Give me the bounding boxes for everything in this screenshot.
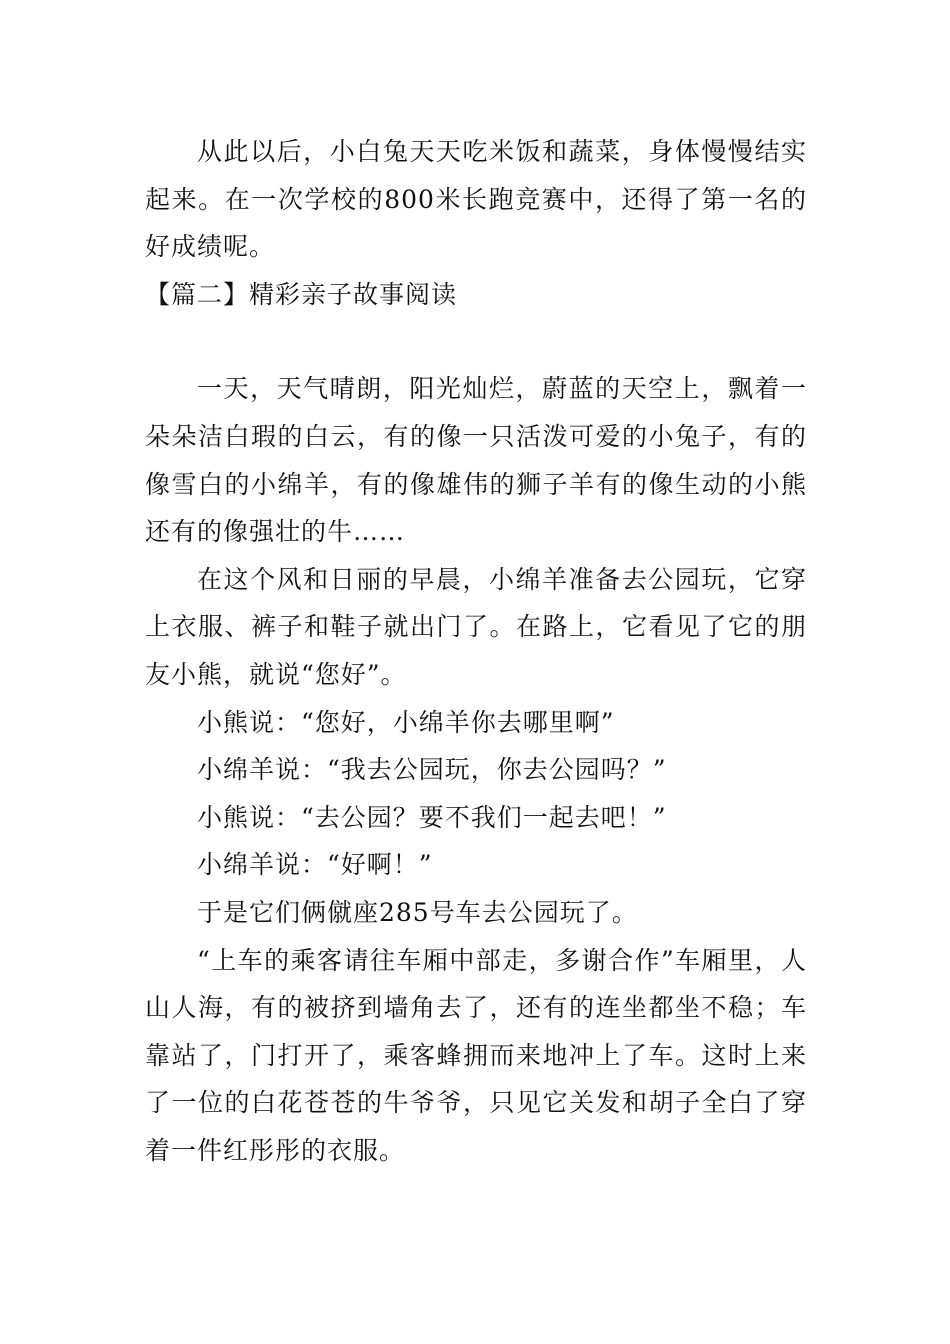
paragraph-intro: 从此以后，小白兔天天吃米饭和蔬菜，身体慢慢结实起来。在一次学校的800米长跑竞赛中，还得了第一名的好成绩呢。 [145, 137, 807, 262]
paragraph: 小熊说：“您好，小绵羊你去哪里啊” [197, 707, 615, 737]
paragraph: “上车的乘客请往车厢中部走，多谢合作”车厢里，人山人海，有的被挤到墙角去了，还有的连坐都坐不稳；车靠站了，门打开了，乘客蜂拥而来地冲上了车。这时上来了一位的白花苍苍的牛爷爷，只见它关发和胡子全白了穿着一件红彤彤的衣服。 [145, 945, 807, 1165]
paragraph: 于是它们俩僦座285号车去公园玩了。 [197, 897, 638, 927]
paragraph: 小熊说：“去公园？要不我们一起去吧！” [197, 802, 667, 832]
paragraph: 小绵羊说：“好啊！” [197, 850, 433, 880]
section-heading: 【篇二】精彩亲子故事阅读 [145, 279, 458, 309]
paragraph: 在这个风和日丽的早晨，小绵羊准备去公园玩，它穿上衣服、裤子和鞋子就出门了。在路上，它看见了它的朋友小熊，就说“您好”。 [145, 564, 807, 689]
paragraph: 一天，天气晴朗，阳光灿烂，蔚蓝的天空上，飘着一朵朵洁白瑕的白云，有的像一只活泼可爱的小兔子，有的像雪白的小绵羊，有的像雄伟的狮子羊有的像生动的小熊还有的像强壮的牛…… [145, 374, 807, 547]
document-body [145, 128, 807, 1174]
paragraph: 小绵羊说：“我去公园玩，你去公园吗？” [197, 755, 667, 785]
blank-line [145, 318, 807, 365]
